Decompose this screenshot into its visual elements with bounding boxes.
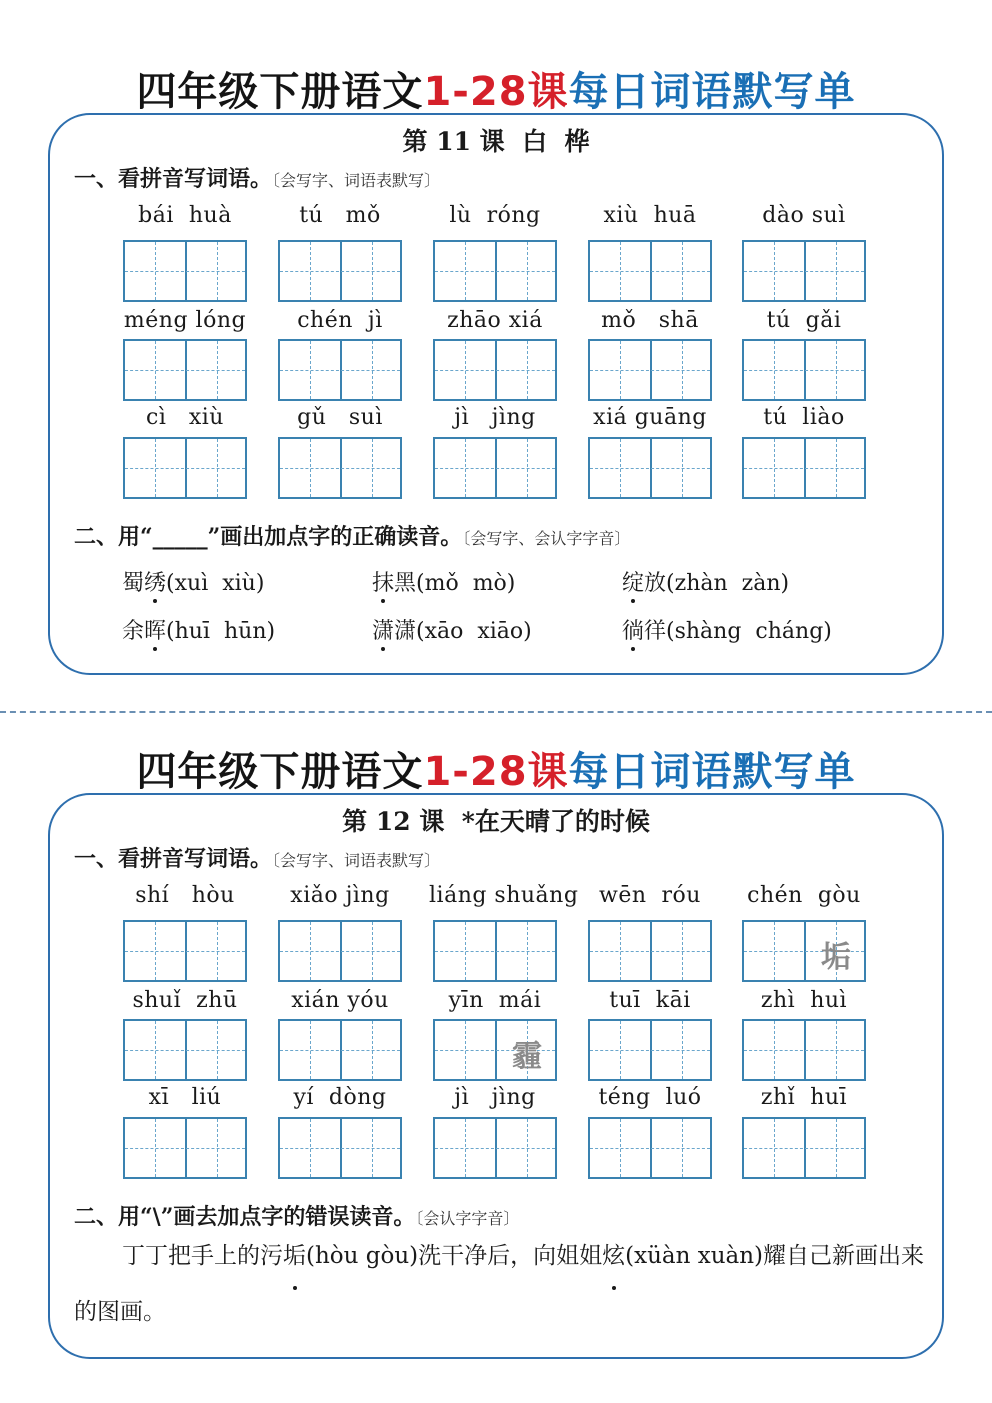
pinyin-label: xī liú bbox=[148, 1085, 222, 1110]
writing-box[interactable] bbox=[278, 437, 402, 499]
pronunciation-item: 蜀绣(xuì xiù) bbox=[122, 566, 264, 597]
writing-box[interactable] bbox=[588, 920, 712, 982]
writing-box[interactable] bbox=[742, 1019, 866, 1081]
writing-box[interactable] bbox=[742, 1117, 866, 1179]
hint-character: 垢 bbox=[821, 940, 851, 975]
pinyin-label: chén jì bbox=[297, 308, 383, 333]
pinyin-label: tú mǒ bbox=[299, 203, 381, 228]
lesson-title: 第 11 课 白 桦 bbox=[402, 127, 590, 156]
section-heading-pronunciation: 二、用“_____”画出加点字的正确读音。〔会写字、会认字字音〕 bbox=[74, 524, 631, 550]
writing-box[interactable] bbox=[433, 240, 557, 302]
writing-box[interactable] bbox=[742, 339, 866, 401]
writing-box[interactable] bbox=[278, 240, 402, 302]
pronunciation-item: 抹黑(mǒ mò) bbox=[372, 566, 515, 597]
writing-box[interactable] bbox=[278, 1019, 402, 1081]
section-heading-pinyin: 一、看拼音写词语。〔会写字、词语表默写〕 bbox=[74, 166, 441, 192]
pinyin-label: tú gǎi bbox=[766, 308, 842, 333]
writing-box[interactable] bbox=[278, 920, 402, 982]
writing-box[interactable] bbox=[123, 1019, 247, 1081]
writing-box[interactable] bbox=[278, 339, 402, 401]
pinyin-label: yīn mái bbox=[448, 988, 542, 1013]
writing-box[interactable] bbox=[588, 240, 712, 302]
writing-box[interactable] bbox=[123, 1117, 247, 1179]
writing-box[interactable] bbox=[433, 437, 557, 499]
section-heading-pinyin: 一、看拼音写词语。〔会写字、词语表默写〕 bbox=[74, 846, 441, 872]
pinyin-label: mǒ shā bbox=[601, 308, 699, 333]
writing-box[interactable] bbox=[742, 437, 866, 499]
writing-box[interactable] bbox=[433, 1019, 557, 1081]
page-title: 四年级下册语文1-28课每日词语默写单 bbox=[136, 69, 856, 115]
pronunciation-item: 潇潇(xāo xiāo) bbox=[372, 614, 532, 645]
writing-box[interactable] bbox=[742, 920, 866, 982]
pinyin-label: zhǐ huī bbox=[760, 1085, 848, 1110]
pinyin-label: xián yóu bbox=[291, 988, 389, 1013]
lesson-title: 第 12 课 *在天晴了的时候 bbox=[342, 807, 650, 836]
pinyin-label: shí hòu bbox=[135, 883, 235, 908]
pinyin-label: bái huà bbox=[138, 203, 232, 228]
pinyin-label: tuī kāi bbox=[609, 988, 691, 1013]
pronunciation-item: 徜徉(shàng cháng) bbox=[622, 614, 832, 645]
writing-box[interactable] bbox=[742, 240, 866, 302]
writing-box[interactable] bbox=[588, 437, 712, 499]
pinyin-label: cì xiù bbox=[146, 405, 224, 430]
pinyin-label: téng luó bbox=[598, 1085, 702, 1110]
pinyin-label: zhì huì bbox=[760, 988, 848, 1013]
pinyin-label: tú liào bbox=[763, 405, 845, 430]
writing-box[interactable] bbox=[123, 339, 247, 401]
hint-character: 霾 bbox=[512, 1039, 542, 1074]
pronunciation-sentence: 丁丁把手上的污垢(hòu gòu)洗干净后，向姐姐炫(xüàn xuàn)耀自己新画出来的图画。 bbox=[74, 1228, 934, 1340]
writing-box[interactable] bbox=[433, 1117, 557, 1179]
writing-box[interactable] bbox=[588, 1019, 712, 1081]
pinyin-label: wēn róu bbox=[599, 883, 701, 908]
section-heading-pronunciation: 二、用“\”画去加点字的错误读音。〔会认字字音〕 bbox=[74, 1204, 520, 1230]
writing-box[interactable] bbox=[433, 920, 557, 982]
pinyin-label: xiá guāng bbox=[593, 405, 707, 430]
pinyin-label: xiù huā bbox=[603, 203, 697, 228]
writing-box[interactable] bbox=[278, 1117, 402, 1179]
writing-box[interactable] bbox=[123, 240, 247, 302]
pinyin-label: liáng shuǎng bbox=[429, 883, 579, 908]
pinyin-label: gǔ suì bbox=[297, 405, 383, 430]
pinyin-label: xiǎo jìng bbox=[290, 883, 390, 908]
writing-box[interactable] bbox=[123, 920, 247, 982]
pinyin-label: jì jìng bbox=[454, 1085, 536, 1110]
cut-line-divider bbox=[0, 711, 992, 713]
writing-box[interactable] bbox=[588, 1117, 712, 1179]
pronunciation-item: 余晖(huī hūn) bbox=[122, 614, 275, 645]
pronunciation-item: 绽放(zhàn zàn) bbox=[622, 566, 789, 597]
pinyin-label: chén gòu bbox=[747, 883, 861, 908]
pinyin-label: shuǐ zhū bbox=[132, 988, 238, 1013]
pinyin-label: yí dòng bbox=[293, 1085, 387, 1110]
writing-box[interactable] bbox=[433, 339, 557, 401]
writing-box[interactable] bbox=[588, 339, 712, 401]
pinyin-label: lù róng bbox=[449, 203, 541, 228]
writing-box[interactable] bbox=[123, 437, 247, 499]
page-title: 四年级下册语文1-28课每日词语默写单 bbox=[136, 749, 856, 795]
pinyin-label: dào suì bbox=[762, 203, 846, 228]
pinyin-label: jì jìng bbox=[454, 405, 536, 430]
pinyin-label: zhāo xiá bbox=[447, 308, 543, 333]
pinyin-label: méng lóng bbox=[123, 308, 247, 333]
